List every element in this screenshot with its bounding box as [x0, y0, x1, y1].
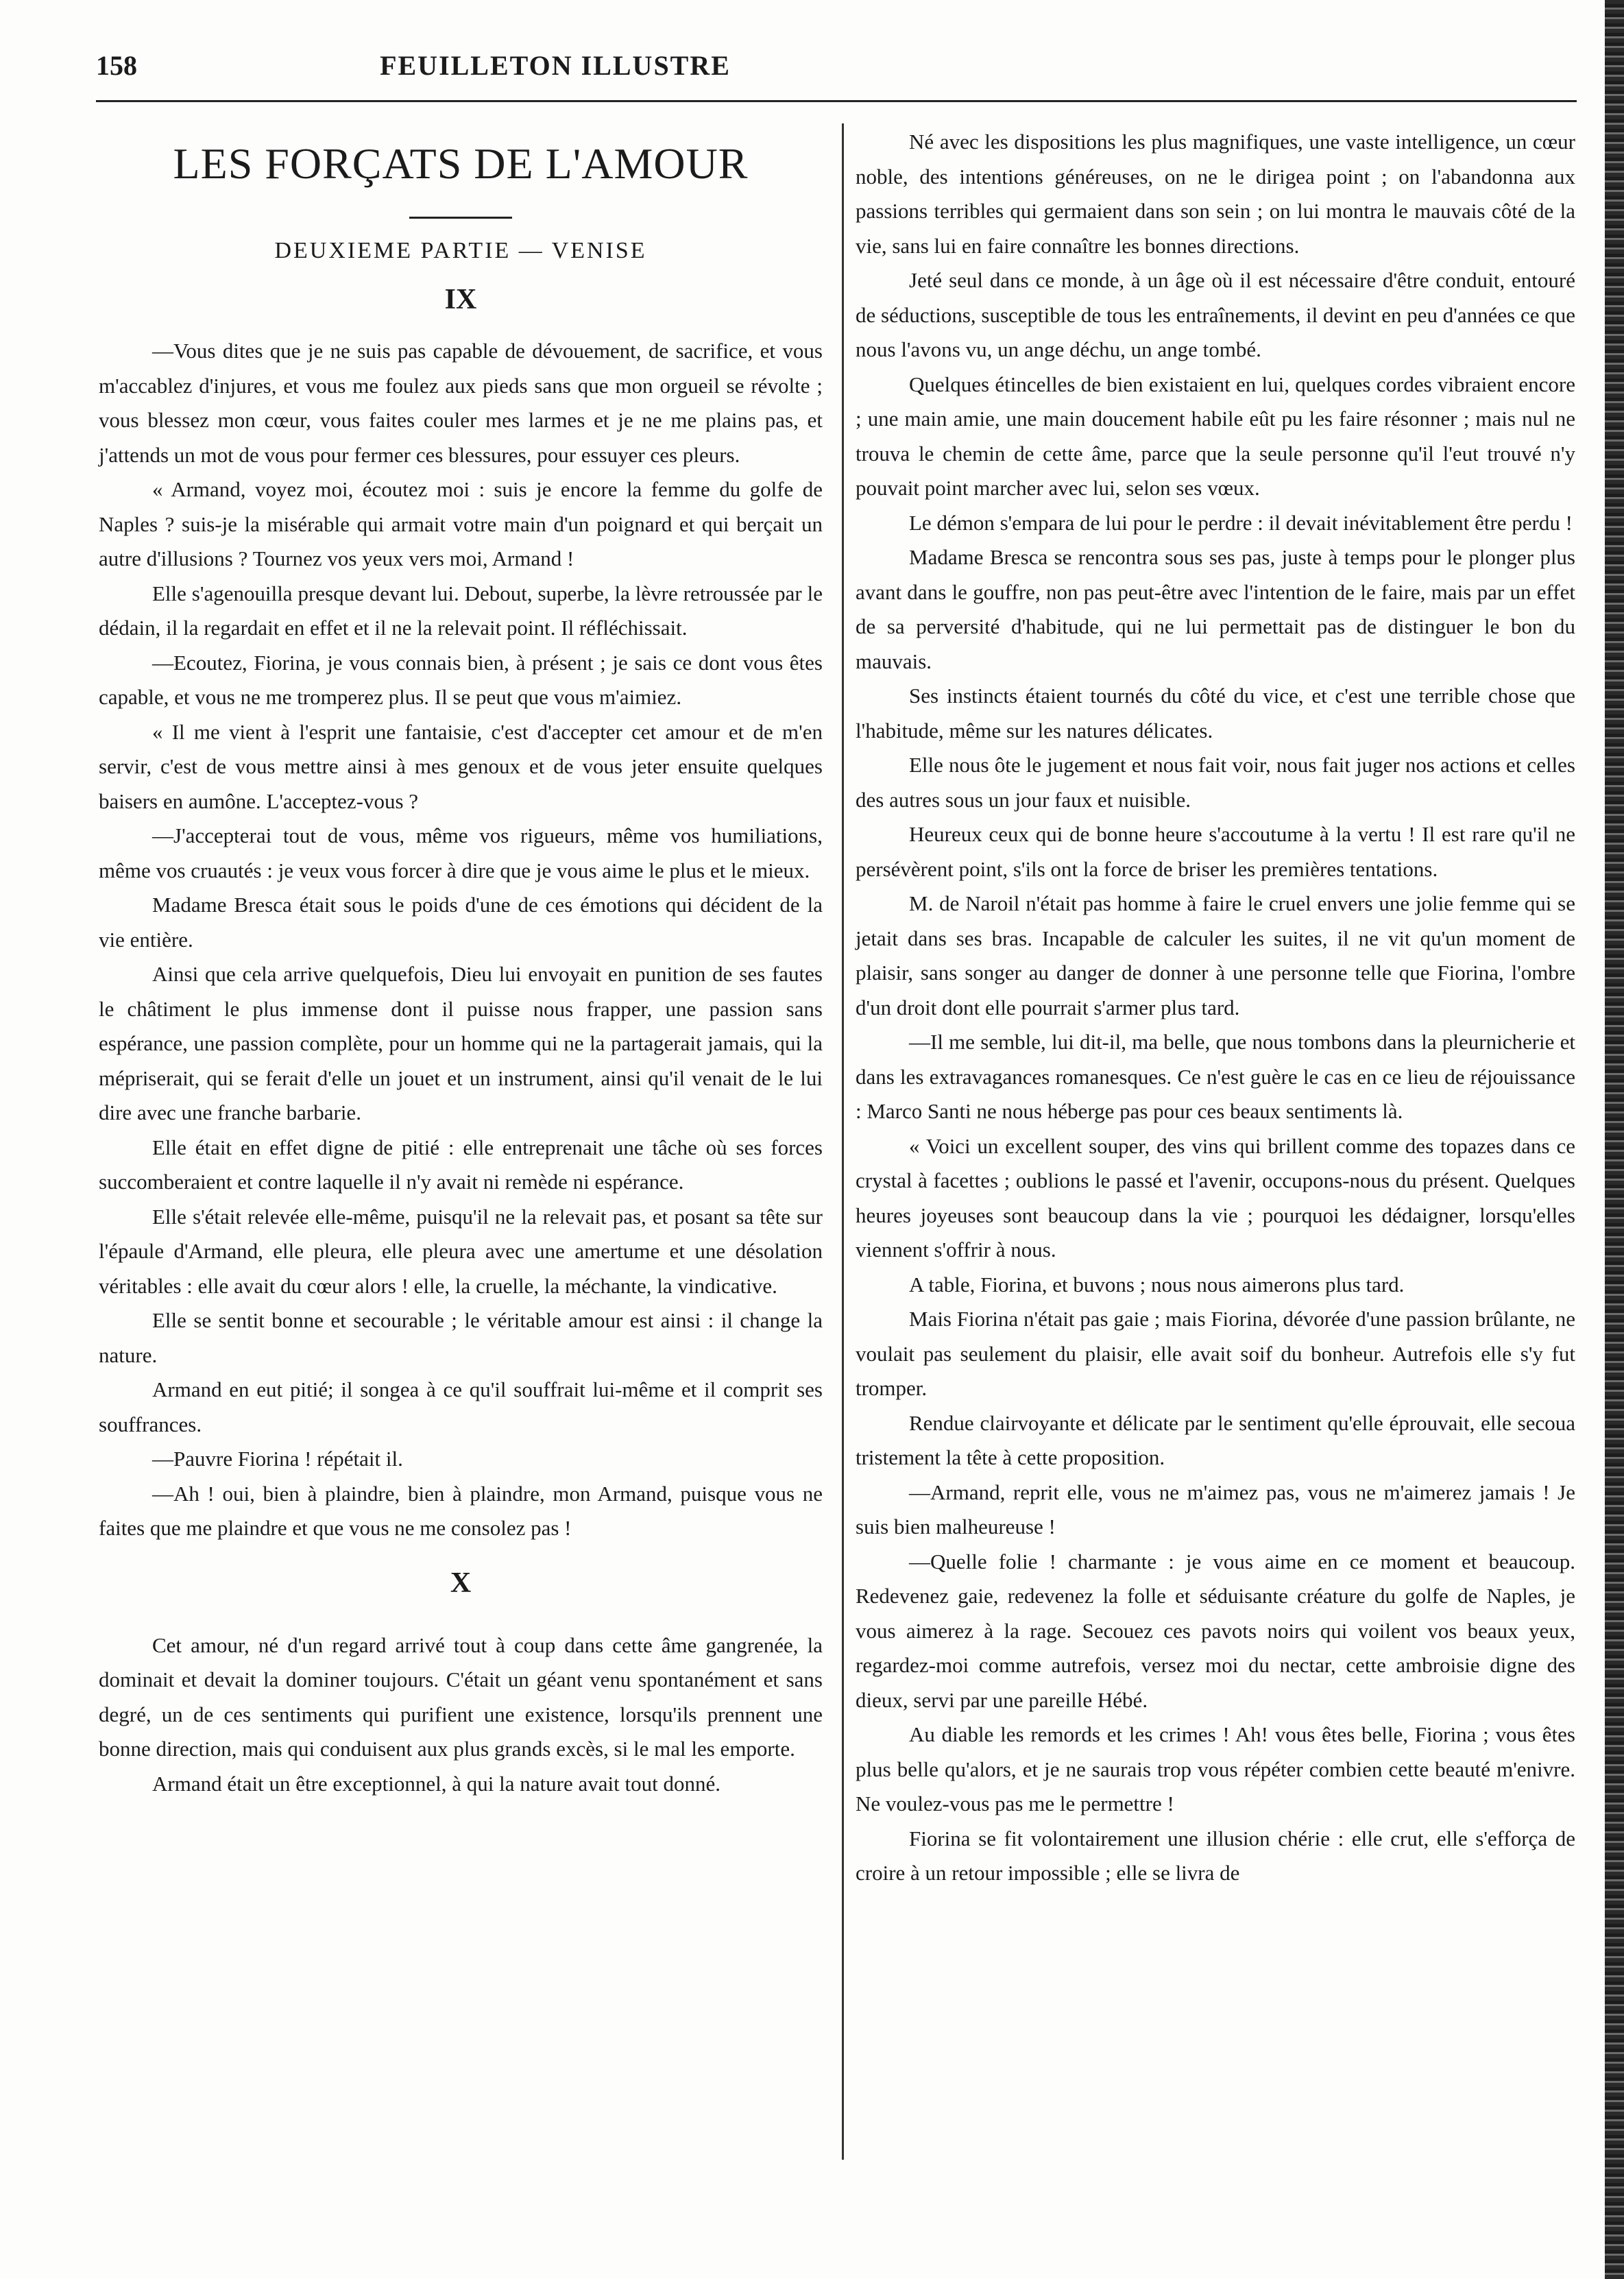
paragraph: —Ecoutez, Fiorina, je vous connais bien, à présent ; je sais ce dont vous êtes capable, et vous ne me tromperez plus. Il se peut que vous m'aimiez. [99, 650, 823, 709]
paragraph: Ainsi que cela arrive quelquefois, Dieu lui envoyait en punition de ses fautes le châtiment le plus immense dont il puisse nous frapper, une passion sans espérance, une passion complète, pour un homme qui ne la partagerait jamais, qui la mépriserait, qui se ferait d'elle un jouet et un instrument, ainsi qu'il venait de le lui dire avec une franche barbarie. [99, 962, 823, 1124]
right-column [856, 125, 1575, 1891]
paragraph: Ses instincts étaient tournés du côté du vice, et c'est une terrible chose que l'habitude, même sur les natures délicates. [856, 684, 1575, 743]
paragraph: Au diable les remords et les crimes ! Ah! vous êtes belle, Fiorina ; vous êtes plus belle qu'alors, et je ne saurais trop vous répéter combien cette beauté m'enivre. Ne voulez-vous pas me le permettre ! [856, 1722, 1575, 1816]
paragraph: Cet amour, né d'un regard arrivé tout à coup dans cette âme gangrenée, la dominait et devait la dominer toujours. C'était un géant venu spontanément et sans degré, un de ces sentiments qui purifient une existence, lorsqu'ils prennent une bonne direction, mais qui conduisent aux plus grands excès, si le mal les emporte. [99, 1632, 823, 1761]
paragraph: Elle nous ôte le jugement et nous fait voir, nous fait juger nos actions et celles des autres sous un jour faux et nuisible. [856, 753, 1575, 812]
paragraph: —Quelle folie ! charmante : je vous aime en ce moment et beaucoup. Redevenez gaie, redevenez la folle et séduisante créature du golfe de Naples, je vous aimerez à la rage. Secouez ces pavots noirs qui voilent vos beaux yeux, regardez-moi comme autrefois, versez moi du nectar, cette ambroisie digne des dieux, servi par une pareille Hébé. [856, 1549, 1575, 1712]
section-heading-x: X [450, 1567, 472, 1599]
paragraph: Le démon s'empara de lui pour le perdre : il devait inévitablement être perdu ! [909, 510, 1573, 535]
paragraph: Quelques étincelles de bien existaient en lui, quelques cordes vibraient encore ; une main amie, une main doucement habile eût pu les faire résonner ; mais nul ne trouva le chemin de cette âme, parce que la seule personne qu'il l'eut trouvé n'y pouvait point marcher avec lui, selon ses vœux. [856, 372, 1575, 500]
paragraph: Madame Bresca était sous le poids d'une de ces émotions qui décident de la vie entière. [99, 893, 823, 952]
page-edge [1605, 0, 1624, 2279]
paragraph: M. de Naroil n'était pas homme à faire le cruel envers une jolie femme qui se jetait dans ses bras. Incapable de calculer les suites, il ne vit qu'un moment de plaisir, sans songer au danger de donner à une personne telle que Fiorina, l'ombre d'un droit dont elle pourrait s'armer plus tard. [856, 891, 1575, 1020]
paragraph: Elle s'était relevée elle-même, puisqu'il ne la relevait pas, et posant sa tête sur l'épaule d'Armand, elle pleura, elle pleura avec une amertume et une désolation véritables : elle avait du cœur alors ! elle, la cruelle, la méchante, la vindicative. [99, 1204, 823, 1298]
paragraph: Armand en eut pitié; il songea à ce qu'il souffrait lui-même et il comprit ses souffrances. [99, 1377, 823, 1436]
paragraph: Fiorina se fit volontairement une illusion chérie : elle crut, elle s'efforça de croire à un retour impossible ; elle se livra de [856, 1826, 1575, 1885]
title-rule [409, 217, 512, 219]
paragraph: Rendue clairvoyante et délicate par le sentiment qu'elle éprouvait, elle secoua tristement la tête à cette proposition. [856, 1410, 1575, 1469]
paragraph: —Il me semble, lui dit-il, ma belle, que nous tombons dans la pleurnicherie et dans les extravagances romanesques. Ce n'est guère le cas en ce lieu de réjouissance : Marco Santi ne nous héberge pas pour ces beaux sentiments là. [856, 1030, 1575, 1123]
paragraph: Elle se sentit bonne et secourable ; le véritable amour est ainsi : il change la nature. [99, 1308, 823, 1367]
article-title: LES FORÇATS DE L'AMOUR [173, 139, 749, 188]
paragraph: A table, Fiorina, et buvons ; nous nous aimerons plus tard. [909, 1272, 1405, 1297]
page-header [96, 49, 1584, 91]
running-title: FEUILLETON ILLUSTRE [380, 50, 731, 81]
paragraph: « Armand, voyez moi, écoutez moi : suis je encore la femme du golfe de Naples ? suis-je la misérable qui armait votre main d'un poignard et qui berçait un autre d'illusions ? Tournez vos yeux vers moi, Armand ! [99, 477, 823, 570]
left-column [99, 125, 823, 1801]
paragraph: Madame Bresca se rencontra sous ses pas, juste à temps pour le plonger plus avant dans le gouffre, non pas peut-être avec l'intention de le faire, mais par un effet de sa perversité d'habitude, qui ne lui permettait pas de distinguer le bon du mauvais. [856, 545, 1575, 673]
paragraph: Mais Fiorina n'était pas gaie ; mais Fiorina, dévorée d'une passion brûlante, ne voulait pas seulement du plaisir, elle avait soif du bonheur. Autrefois elle s'y fut tromper. [856, 1307, 1575, 1400]
paragraph: —Vous dites que je ne suis pas capable de dévouement, de sacrifice, et vous m'accablez d'injures, et vous me foulez aux pieds sans que mon orgueil se révolte ; vous blessez mon cœur, vous faites couler mes larmes et je ne me plains pas, et j'attends un mot de vous pour fermer ces blessures, pour essuyer ces pleurs. [99, 339, 823, 467]
paragraph: —J'accepterai tout de vous, même vos rigueurs, même vos humiliations, même vos cruautés : je veux vous forcer à dire que je vous aime le plus et le mieux. [99, 823, 823, 882]
paragraph: —Pauvre Fiorina ! répétait il. [152, 1447, 403, 1471]
paragraph: « Voici un excellent souper, des vins qui brillent comme des topazes dans ce crystal à facettes ; oublions le passé et l'avenir, occupons-nous du présent. Quelques heures joyeuses sont beaucoup dans la vie ; pourquoi les dédaigner, lorsqu'elles viennent s'offrir à nous. [856, 1133, 1575, 1262]
header-rule [96, 100, 1577, 102]
column-divider [842, 123, 844, 2160]
paragraph: —Ah ! oui, bien à plaindre, bien à plaindre, mon Armand, puisque vous ne faites que me plaindre et que vous ne me consolez pas ! [99, 1481, 823, 1540]
paragraph: « Il me vient à l'esprit une fantaisie, c'est d'accepter cet amour et de m'en servir, c'est de vous mettre ainsi à mes genoux et de vous jeter ensuite quelques baisers en aumône. L'acceptez-vous ? [99, 719, 823, 813]
paragraph: Armand était un être exceptionnel, à qui la nature avait tout donné. [152, 1771, 720, 1796]
paragraph: —Armand, reprit elle, vous ne m'aimez pas, vous ne m'aimerez jamais ! Je suis bien malheureuse ! [856, 1480, 1575, 1539]
article-subtitle: DEUXIEME PARTIE — VENISE [274, 238, 647, 263]
paragraph: Heureux ceux qui de bonne heure s'accoutume à la vertu ! Il est rare qu'il ne persévèrent point, s'ils ont la force de briser les premières tentations. [856, 822, 1575, 881]
section-heading-ix: IX [444, 284, 477, 315]
page-number: 158 [96, 50, 137, 81]
paragraph: Elle était en effet digne de pitié : elle entreprenait une tâche où ses forces succomberaient et contre laquelle il n'y avait ni remède ni espérance. [99, 1135, 823, 1194]
paragraph: Jeté seul dans ce monde, à un âge où il est nécessaire d'être conduit, entouré de séductions, susceptible de tous les entraînements, il devint en peu d'années ce que nous l'avons vu, un ange déchu, un ange tombé. [856, 268, 1575, 361]
paragraph: Elle s'agenouilla presque devant lui. Debout, superbe, la lèvre retroussée par le dédain, il la regardait en effet et il ne la relevait point. Il réfléchissait. [99, 581, 823, 640]
paragraph: Né avec les dispositions les plus magnifiques, une vaste intelligence, un cœur noble, des intentions généreuses, on ne le dirigea point ; on l'abandonna aux passions terribles qui germaient dans son sein ; on lui montra le mauvais côté de la vie, sans lui en faire connaître les bonnes directions. [856, 130, 1575, 258]
